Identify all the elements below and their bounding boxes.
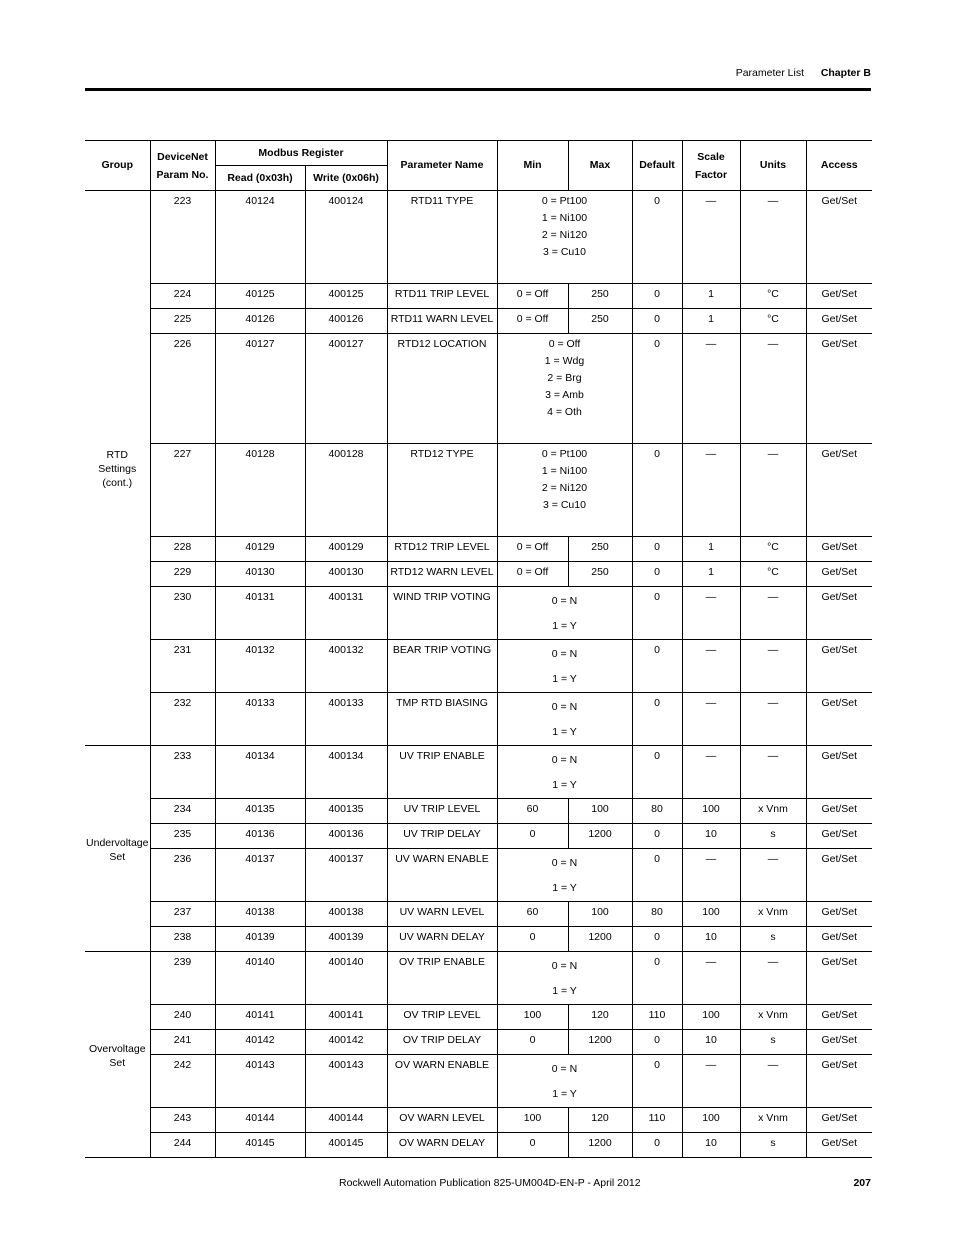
group-label-line: RTD — [106, 449, 128, 461]
parameter-name-cell: RTD12 LOCATION — [387, 334, 497, 444]
table-row — [85, 1108, 872, 1133]
group-cell — [85, 952, 150, 1158]
scale-factor-cell: — — [682, 849, 740, 902]
table-row — [85, 746, 872, 799]
write-register-cell: 400125 — [305, 284, 387, 309]
parameter-name-cell: RTD11 TYPE — [387, 191, 497, 284]
scale-factor-cell: — — [682, 587, 740, 640]
min-max-range-cell — [497, 191, 632, 284]
default-cell: 0 — [632, 927, 682, 952]
group-label-line: Undervoltage — [86, 836, 149, 849]
read-register-cell: 40128 — [215, 444, 305, 537]
units-cell: °C — [740, 284, 806, 309]
group-label-line: Settings — [98, 463, 137, 475]
access-cell: Get/Set — [806, 799, 872, 824]
parameter-name-cell: OV WARN LEVEL — [387, 1108, 497, 1133]
scale-factor-cell: 1 — [682, 284, 740, 309]
group-cell — [85, 746, 150, 952]
access-cell: Get/Set — [806, 927, 872, 952]
range-option: 1 = Y — [552, 673, 577, 685]
table-row — [85, 587, 872, 640]
max-cell: 1200 — [568, 1030, 632, 1055]
default-cell: 0 — [632, 746, 682, 799]
write-register-cell: 400126 — [305, 309, 387, 334]
param-no-cell: 225 — [150, 309, 215, 334]
scale-factor-cell: — — [682, 1055, 740, 1108]
parameter-name-cell: WIND TRIP VOTING — [387, 587, 497, 640]
param-no-cell: 239 — [150, 952, 215, 1005]
access-cell: Get/Set — [806, 693, 872, 746]
default-cell: 0 — [632, 952, 682, 1005]
param-no-cell: 224 — [150, 284, 215, 309]
scale-factor-cell: 1 — [682, 562, 740, 587]
group-cell — [85, 191, 150, 746]
access-cell: Get/Set — [806, 849, 872, 902]
access-cell: Get/Set — [806, 1005, 872, 1030]
units-cell: °C — [740, 309, 806, 334]
read-register-cell: 40127 — [215, 334, 305, 444]
param-no-cell: 228 — [150, 537, 215, 562]
col-devicenet-line2: Param No. — [156, 168, 209, 181]
scale-factor-cell: 10 — [682, 824, 740, 849]
units-cell: °C — [740, 537, 806, 562]
read-register-cell: 40138 — [215, 902, 305, 927]
min-max-range-cell — [497, 1055, 632, 1108]
range-option: 0 = N — [551, 754, 578, 766]
param-no-cell: 233 — [150, 746, 215, 799]
col-min: Min — [497, 141, 568, 191]
max-cell: 120 — [568, 1108, 632, 1133]
range-option: 1 = Wdg — [544, 355, 585, 367]
parameter-name-cell: UV WARN DELAY — [387, 927, 497, 952]
col-scale — [682, 141, 740, 191]
units-cell: x Vnm — [740, 1108, 806, 1133]
table-row — [85, 334, 872, 444]
header-rule — [85, 88, 871, 91]
min-max-range-cell — [497, 640, 632, 693]
min-cell: 0 — [497, 1030, 568, 1055]
scale-factor-cell: 10 — [682, 927, 740, 952]
param-no-cell: 241 — [150, 1030, 215, 1055]
default-cell: 0 — [632, 1133, 682, 1158]
units-cell: s — [740, 1133, 806, 1158]
param-no-cell: 236 — [150, 849, 215, 902]
read-register-cell: 40131 — [215, 587, 305, 640]
publication-info: Rockwell Automation Publication 825-UM004D-EN-P - April 2012 — [339, 1177, 641, 1189]
min-cell: 0 = Off — [497, 309, 568, 334]
param-no-cell: 231 — [150, 640, 215, 693]
access-cell: Get/Set — [806, 640, 872, 693]
col-default: Default — [632, 141, 682, 191]
range-option: 3 = Cu10 — [543, 246, 586, 258]
read-register-cell: 40145 — [215, 1133, 305, 1158]
parameter-name-cell: UV TRIP DELAY — [387, 824, 497, 849]
write-register-cell: 400140 — [305, 952, 387, 1005]
parameter-name-cell: OV WARN ENABLE — [387, 1055, 497, 1108]
units-cell: x Vnm — [740, 902, 806, 927]
min-max-range-cell — [497, 849, 632, 902]
scale-factor-cell: 10 — [682, 1030, 740, 1055]
default-cell: 0 — [632, 309, 682, 334]
access-cell: Get/Set — [806, 824, 872, 849]
write-register-cell: 400127 — [305, 334, 387, 444]
scale-factor-cell: 100 — [682, 799, 740, 824]
units-cell: s — [740, 927, 806, 952]
col-modbus: Modbus Register — [215, 141, 387, 166]
table-row — [85, 1030, 872, 1055]
col-read: Read (0x03h) — [215, 166, 305, 191]
default-cell: 0 — [632, 640, 682, 693]
units-cell: — — [740, 334, 806, 444]
range-option: 0 = N — [551, 960, 578, 972]
min-cell: 100 — [497, 1108, 568, 1133]
access-cell: Get/Set — [806, 952, 872, 1005]
read-register-cell: 40141 — [215, 1005, 305, 1030]
table-row — [85, 1005, 872, 1030]
param-no-cell: 243 — [150, 1108, 215, 1133]
table-row — [85, 562, 872, 587]
range-option: 0 = N — [551, 595, 578, 607]
units-cell: — — [740, 191, 806, 284]
units-cell: — — [740, 952, 806, 1005]
scale-factor-cell: 100 — [682, 1005, 740, 1030]
table-row — [85, 952, 872, 1005]
read-register-cell: 40126 — [215, 309, 305, 334]
table-body — [85, 191, 872, 1158]
table-row — [85, 284, 872, 309]
default-cell: 0 — [632, 693, 682, 746]
table-row — [85, 191, 872, 284]
param-no-cell: 235 — [150, 824, 215, 849]
min-cell: 0 — [497, 1133, 568, 1158]
units-cell: — — [740, 746, 806, 799]
default-cell: 0 — [632, 284, 682, 309]
units-cell: x Vnm — [740, 1005, 806, 1030]
range-option: 2 = Brg — [547, 372, 582, 384]
table-row — [85, 824, 872, 849]
parameter-name-cell: RTD11 WARN LEVEL — [387, 309, 497, 334]
table-row — [85, 1133, 872, 1158]
col-devicenet — [150, 141, 215, 191]
write-register-cell: 400131 — [305, 587, 387, 640]
col-max: Max — [568, 141, 632, 191]
min-max-range-cell — [497, 444, 632, 537]
scale-factor-cell: 10 — [682, 1133, 740, 1158]
min-cell: 100 — [497, 1005, 568, 1030]
param-no-cell: 238 — [150, 927, 215, 952]
table-row — [85, 927, 872, 952]
read-register-cell: 40142 — [215, 1030, 305, 1055]
max-cell: 120 — [568, 1005, 632, 1030]
read-register-cell: 40139 — [215, 927, 305, 952]
default-cell: 110 — [632, 1108, 682, 1133]
parameter-name-cell: OV TRIP LEVEL — [387, 1005, 497, 1030]
min-cell: 0 — [497, 927, 568, 952]
page-number: 207 — [853, 1177, 871, 1189]
scale-factor-cell: — — [682, 952, 740, 1005]
write-register-cell: 400132 — [305, 640, 387, 693]
write-register-cell: 400142 — [305, 1030, 387, 1055]
scale-factor-cell: 100 — [682, 1108, 740, 1133]
read-register-cell: 40129 — [215, 537, 305, 562]
access-cell: Get/Set — [806, 1055, 872, 1108]
write-register-cell: 400141 — [305, 1005, 387, 1030]
group-label-line: Set — [109, 850, 126, 863]
read-register-cell: 40144 — [215, 1108, 305, 1133]
min-max-range-cell — [497, 693, 632, 746]
range-option: 1 = Y — [552, 1088, 577, 1100]
min-max-range-cell — [497, 746, 632, 799]
min-cell: 60 — [497, 902, 568, 927]
range-option: 0 = N — [551, 648, 578, 660]
units-cell: — — [740, 587, 806, 640]
default-cell: 0 — [632, 587, 682, 640]
access-cell: Get/Set — [806, 746, 872, 799]
write-register-cell: 400129 — [305, 537, 387, 562]
parameter-name-cell: RTD12 WARN LEVEL — [387, 562, 497, 587]
table-row — [85, 309, 872, 334]
scale-factor-cell: — — [682, 693, 740, 746]
col-devicenet-line1: DeviceNet — [157, 150, 208, 163]
min-max-range-cell — [497, 952, 632, 1005]
range-option: 2 = Ni120 — [541, 482, 588, 494]
parameter-name-cell: RTD12 TYPE — [387, 444, 497, 537]
range-option: 1 = Ni100 — [541, 212, 588, 224]
access-cell: Get/Set — [806, 284, 872, 309]
param-no-cell: 244 — [150, 1133, 215, 1158]
range-option: 2 = Ni120 — [541, 229, 588, 241]
scale-factor-cell: — — [682, 334, 740, 444]
scale-factor-cell: 1 — [682, 537, 740, 562]
read-register-cell: 40125 — [215, 284, 305, 309]
param-no-cell: 237 — [150, 902, 215, 927]
max-cell: 1200 — [568, 824, 632, 849]
default-cell: 0 — [632, 1030, 682, 1055]
read-register-cell: 40143 — [215, 1055, 305, 1108]
access-cell: Get/Set — [806, 587, 872, 640]
parameter-name-cell: OV TRIP DELAY — [387, 1030, 497, 1055]
min-cell: 0 = Off — [497, 284, 568, 309]
running-header — [85, 66, 871, 86]
max-cell: 1200 — [568, 927, 632, 952]
write-register-cell: 400137 — [305, 849, 387, 902]
parameter-name-cell: OV TRIP ENABLE — [387, 952, 497, 1005]
range-option: 3 = Cu10 — [543, 499, 586, 511]
default-cell: 80 — [632, 799, 682, 824]
access-cell: Get/Set — [806, 309, 872, 334]
range-option: 3 = Amb — [545, 389, 584, 401]
write-register-cell: 400133 — [305, 693, 387, 746]
access-cell: Get/Set — [806, 562, 872, 587]
param-no-cell: 242 — [150, 1055, 215, 1108]
scale-factor-cell: — — [682, 191, 740, 284]
parameter-name-cell: UV WARN ENABLE — [387, 849, 497, 902]
default-cell: 0 — [632, 334, 682, 444]
default-cell: 0 — [632, 444, 682, 537]
read-register-cell: 40140 — [215, 952, 305, 1005]
write-register-cell: 400135 — [305, 799, 387, 824]
param-no-cell: 229 — [150, 562, 215, 587]
access-cell: Get/Set — [806, 1108, 872, 1133]
parameter-name-cell: UV WARN LEVEL — [387, 902, 497, 927]
read-register-cell: 40132 — [215, 640, 305, 693]
access-cell: Get/Set — [806, 191, 872, 284]
parameter-name-cell: RTD11 TRIP LEVEL — [387, 284, 497, 309]
default-cell: 0 — [632, 562, 682, 587]
default-cell: 0 — [632, 191, 682, 284]
parameter-name-cell: RTD12 TRIP LEVEL — [387, 537, 497, 562]
read-register-cell: 40130 — [215, 562, 305, 587]
table-row — [85, 537, 872, 562]
param-no-cell: 240 — [150, 1005, 215, 1030]
range-option: 1 = Y — [552, 985, 577, 997]
col-access: Access — [806, 141, 872, 191]
parameter-name-cell: OV WARN DELAY — [387, 1133, 497, 1158]
units-cell: x Vnm — [740, 799, 806, 824]
range-option: 1 = Y — [552, 726, 577, 738]
parameter-name-cell: BEAR TRIP VOTING — [387, 640, 497, 693]
access-cell: Get/Set — [806, 902, 872, 927]
group-label-line: Set — [109, 1056, 126, 1069]
write-register-cell: 400145 — [305, 1133, 387, 1158]
range-option: 1 = Y — [552, 620, 577, 632]
scale-factor-cell: — — [682, 444, 740, 537]
write-register-cell: 400144 — [305, 1108, 387, 1133]
param-no-cell: 226 — [150, 334, 215, 444]
min-cell: 0 = Off — [497, 562, 568, 587]
units-cell: s — [740, 1030, 806, 1055]
param-no-cell: 234 — [150, 799, 215, 824]
units-cell: — — [740, 444, 806, 537]
default-cell: 0 — [632, 537, 682, 562]
units-cell: — — [740, 849, 806, 902]
units-cell: °C — [740, 562, 806, 587]
table-row — [85, 799, 872, 824]
read-register-cell: 40137 — [215, 849, 305, 902]
max-cell: 250 — [568, 537, 632, 562]
col-write: Write (0x06h) — [305, 166, 387, 191]
range-option: 1 = Y — [552, 882, 577, 894]
table-header — [85, 141, 872, 191]
range-option: 4 = Oth — [547, 406, 582, 418]
read-register-cell: 40135 — [215, 799, 305, 824]
write-register-cell: 400130 — [305, 562, 387, 587]
max-cell: 250 — [568, 309, 632, 334]
min-cell: 60 — [497, 799, 568, 824]
default-cell: 0 — [632, 824, 682, 849]
range-option: 0 = N — [551, 857, 578, 869]
page-footer — [85, 1177, 871, 1193]
read-register-cell: 40134 — [215, 746, 305, 799]
max-cell: 100 — [568, 799, 632, 824]
units-cell: — — [740, 640, 806, 693]
parameter-table — [85, 140, 872, 1158]
group-label-line: Overvoltage — [88, 1042, 146, 1055]
max-cell: 250 — [568, 284, 632, 309]
read-register-cell: 40133 — [215, 693, 305, 746]
table-row — [85, 1055, 872, 1108]
default-cell: 80 — [632, 902, 682, 927]
write-register-cell: 400136 — [305, 824, 387, 849]
write-register-cell: 400128 — [305, 444, 387, 537]
units-cell: — — [740, 693, 806, 746]
access-cell: Get/Set — [806, 537, 872, 562]
max-cell: 100 — [568, 902, 632, 927]
table-row — [85, 444, 872, 537]
min-max-range-cell — [497, 587, 632, 640]
access-cell: Get/Set — [806, 1030, 872, 1055]
read-register-cell: 40136 — [215, 824, 305, 849]
default-cell: 0 — [632, 849, 682, 902]
min-cell: 0 — [497, 824, 568, 849]
param-no-cell: 227 — [150, 444, 215, 537]
col-name: Parameter Name — [387, 141, 497, 191]
table-row — [85, 640, 872, 693]
scale-factor-cell: — — [682, 640, 740, 693]
default-cell: 110 — [632, 1005, 682, 1030]
col-scale-line2: Factor — [694, 168, 728, 181]
scale-factor-cell: — — [682, 746, 740, 799]
write-register-cell: 400139 — [305, 927, 387, 952]
parameter-name-cell: TMP RTD BIASING — [387, 693, 497, 746]
write-register-cell: 400134 — [305, 746, 387, 799]
range-option: 0 = Pt100 — [541, 195, 588, 207]
min-cell: 0 = Off — [497, 537, 568, 562]
table-row — [85, 693, 872, 746]
parameter-name-cell: UV TRIP ENABLE — [387, 746, 497, 799]
range-option: 1 = Ni100 — [541, 465, 588, 477]
param-no-cell: 232 — [150, 693, 215, 746]
write-register-cell: 400143 — [305, 1055, 387, 1108]
access-cell: Get/Set — [806, 1133, 872, 1158]
param-no-cell: 230 — [150, 587, 215, 640]
access-cell: Get/Set — [806, 334, 872, 444]
access-cell: Get/Set — [806, 444, 872, 537]
range-option: 0 = N — [551, 1063, 578, 1075]
col-scale-line1: Scale — [697, 150, 725, 163]
group-label-line: (cont.) — [102, 477, 133, 489]
units-cell: s — [740, 824, 806, 849]
max-cell: 250 — [568, 562, 632, 587]
default-cell: 0 — [632, 1055, 682, 1108]
min-max-range-cell — [497, 334, 632, 444]
table-row — [85, 849, 872, 902]
chapter-label: Chapter B — [820, 67, 871, 79]
scale-factor-cell: 100 — [682, 902, 740, 927]
range-option: 0 = N — [551, 701, 578, 713]
section-title: Parameter List — [735, 67, 804, 79]
range-option: 0 = Off — [548, 338, 581, 350]
units-cell: — — [740, 1055, 806, 1108]
write-register-cell: 400124 — [305, 191, 387, 284]
table-row — [85, 902, 872, 927]
range-option: 1 = Y — [552, 779, 577, 791]
write-register-cell: 400138 — [305, 902, 387, 927]
param-no-cell: 223 — [150, 191, 215, 284]
col-group: Group — [85, 141, 150, 191]
range-option: 0 = Pt100 — [541, 448, 588, 460]
read-register-cell: 40124 — [215, 191, 305, 284]
max-cell: 1200 — [568, 1133, 632, 1158]
col-units: Units — [740, 141, 806, 191]
parameter-name-cell: UV TRIP LEVEL — [387, 799, 497, 824]
scale-factor-cell: 1 — [682, 309, 740, 334]
